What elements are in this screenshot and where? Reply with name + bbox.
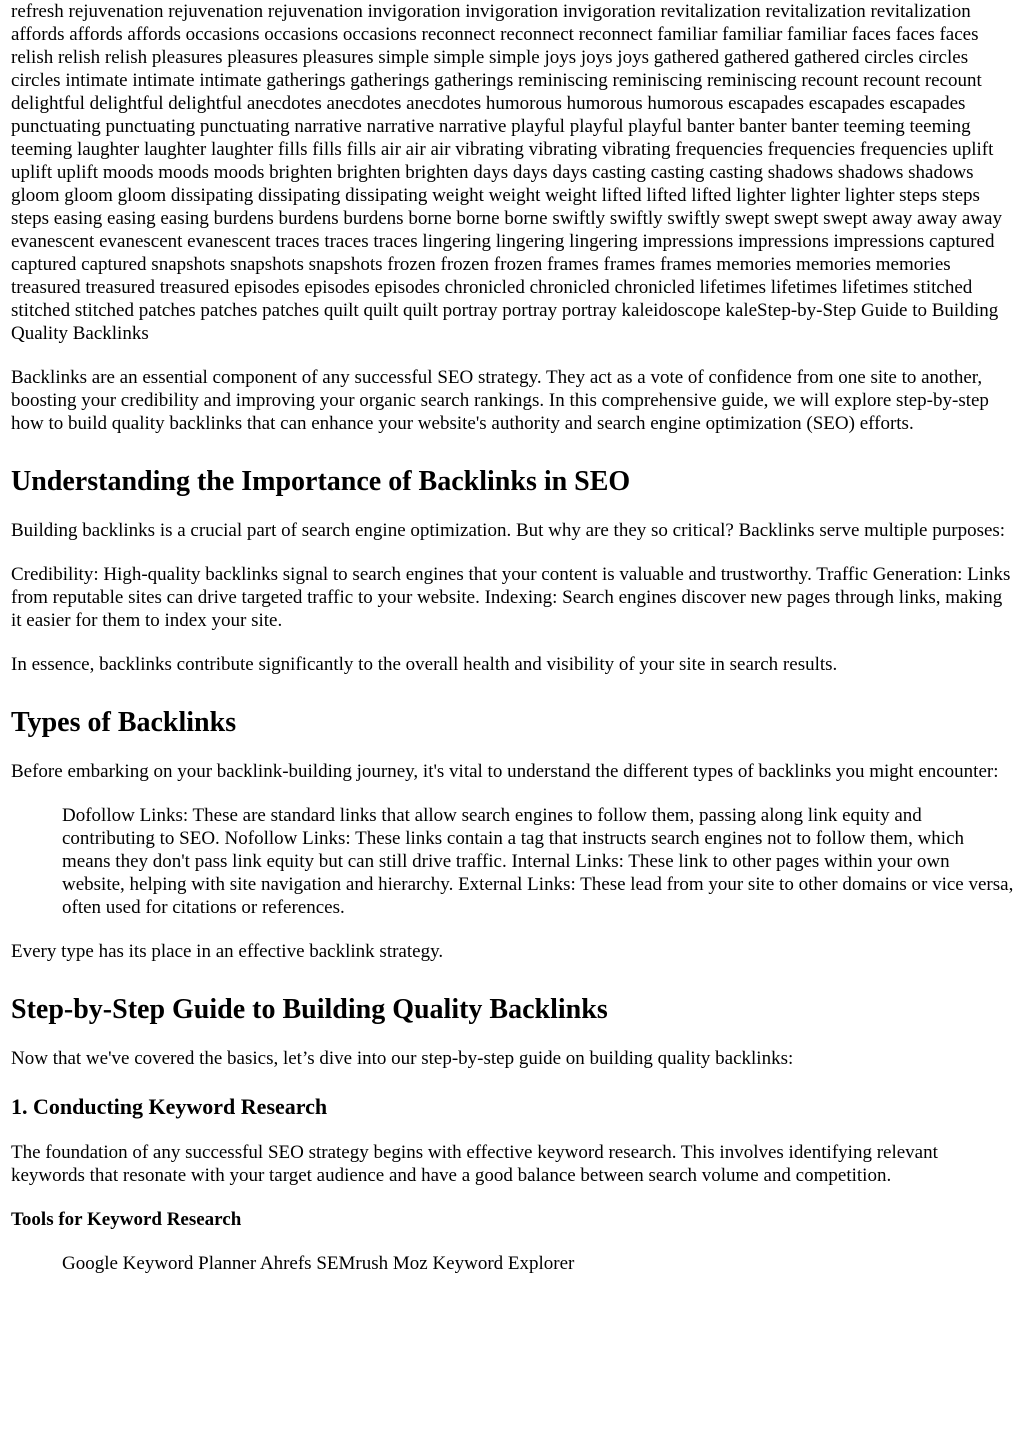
- types-paragraph-1: Before embarking on your backlink-building journey, it's vital to understand the different types of backlinks you might encounter:: [11, 761, 999, 782]
- guide-paragraph-1: Now that we've covered the basics, let’s dive into our step-by-step guide on building quality backlinks:: [11, 1048, 794, 1069]
- intro-paragraph: Backlinks are an essential component of any successful SEO strategy. They act as a vote of confidence from one site to another, boosting your credibility and improving your organic search rankings. In this comprehensive guide, we will explore step-by-step how to build quality backlinks that can enhance your website's authority and search engine optimization (SEO) efforts.: [11, 367, 989, 434]
- types-heading: Types of Backlinks: [11, 707, 237, 738]
- types-paragraph-2: Every type has its place in an effective backlink strategy.: [11, 941, 444, 962]
- types-blockquote: Dofollow Links: These are standard links that allow search engines to follow them, passing along link equity and contributing to SEO. Nofollow Links: These links contain a tag that instructs search engines not to follow them, which means they don't pass link equity but can still drive traffic. Internal Links: These link to other pages within your own website, helping with site navigation and hierarchy. External Links: These lead from your site to other domains or vice versa, often used for citations or references.: [62, 805, 1014, 918]
- importance-paragraph-1: Building backlinks is a crucial part of search engine optimization. But why are they so critical? Backlinks serve multiple purposes:: [11, 520, 1006, 541]
- importance-heading: Understanding the Importance of Backlinks in SEO: [11, 466, 631, 497]
- tools-heading: Tools for Keyword Research: [11, 1209, 242, 1230]
- guide-heading: Step-by-Step Guide to Building Quality Backlinks: [11, 994, 608, 1025]
- step1-paragraph: The foundation of any successful SEO strategy begins with effective keyword research. This involves identifying relevant keywords that resonate with your target audience and have a good balance between search volume and competition.: [11, 1142, 938, 1186]
- importance-paragraph-3: In essence, backlinks contribute significantly to the overall health and visibility of your site in search results.: [11, 654, 838, 675]
- importance-paragraph-2: Credibility: High-quality backlinks signal to search engines that your content is valuable and trustworthy. Traffic Generation: Links from reputable sites can drive targeted traffic to your website. Indexing: Search engines discover new pages through links, making it easier for them to index your site.: [11, 564, 1011, 631]
- tools-list: Google Keyword Planner Ahrefs SEMrush Moz Keyword Explorer: [62, 1253, 575, 1274]
- step1-heading: 1. Conducting Keyword Research: [11, 1094, 328, 1119]
- intro-wordwall: refresh rejuvenation rejuvenation rejuvenation invigoration invigoration invigoration revitalization revitalization revitalization affords affords affords occasions occasions occasions reconnect reconnect reconnect familiar familiar familiar faces faces faces relish relish relish pleasures pleasures pleasures simple simple simple joys joys joys gathered gathered gathered circles circles circles intimate intimate intimate gatherings gatherings gatherings reminiscing reminiscing reminiscing recount recount recount delightful delightful delightful anecdotes anecdotes anecdotes humorous humorous humorous escapades escapades escapades punctuating punctuating punctuating narrative narrative narrative playful playful playful banter banter banter teeming teeming teeming laughter laughter laughter fills fills fills air air air vibrating vibrating vibrating frequencies frequencies frequencies uplift uplift uplift moods moods moods brighten brighten brighten days days days casting casting casting shadows shadows shadows gloom gloom gloom dissipating dissipating dissipating weight weight weight lifted lifted lifted lighter lighter lighter steps steps steps easing easing easing burdens burdens burdens borne borne borne swiftly swiftly swiftly swept swept swept away away away evanescent evanescent evanescent traces traces traces lingering lingering lingering impressions impressions impressions captured captured captured snapshots snapshots snapshots frozen frozen frozen frames frames frames memories memories memories treasured treasured treasured episodes episodes episodes chronicled chronicled chronicled lifetimes lifetimes lifetimes stitched stitched stitched patches patches patches quilt quilt quilt portray portray portray kaleidoscope kaleStep-by-Step Guide to Building Quality Backlinks: [11, 1, 1002, 344]
